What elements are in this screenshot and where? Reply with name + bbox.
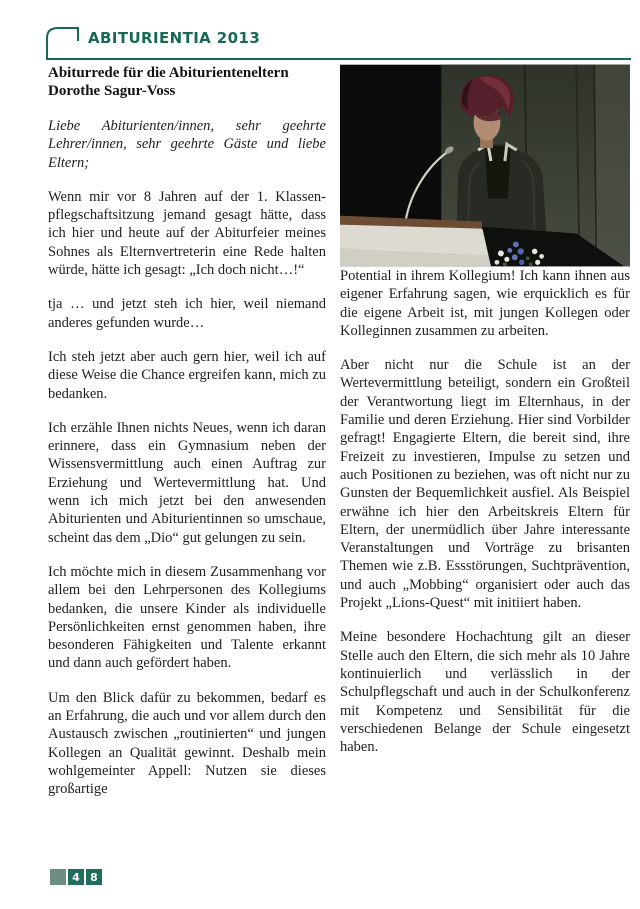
- body-paragraph: Ich möchte mich in diesem Zusammenhang vor allem bei den Lehrpersonen des Kollegiums bedanken, die unsere Kinder als individuelle Persönlichkeiten ernst genommen haben, ihre besonderen Fähigkeiten und Talente erkannt und dann auch gefördert haben.: [48, 563, 326, 672]
- greeting-paragraph: Liebe Abiturienten/innen, sehr geehrte Lehrer/innen, sehr geehrte Gäste und liebe Eltern;: [48, 118, 326, 171]
- header-tab-ornament: [46, 26, 86, 62]
- body-paragraph: Ich steh jetzt aber auch gern hier, weil ich auf diese Weise die Chance ergreifen kann, mich zu bedanken.: [48, 348, 326, 402]
- body-paragraph: Aber nicht nur die Schule ist an der Wertevermittlung beteiligt, sondern ein Großteil der Verantwortung liegt im Elternhaus, in der Familie und deren Erziehung. Hier sind Vorbilder gefragt! Engagierte Eltern, die bereit sind, ihre Freizeit zu investieren, Impulse zu setzen und auch Positionen zu beziehen, was oft nicht nur zu Gunsten der Bequemlichkeit ausfiel. Als Beispiel erwähne ich hier den Arbeitskreis Eltern für Eltern, der unermüdlich über Jahre interessante Veranstaltungen und Vorträge zu brisanten Themen wie z.B. Essstörungen, Suchtprävention, und auch „Mobbing“ organisiert oder auch das Projekt „Lions-Quest“ mit initiiert haben.: [340, 357, 630, 612]
- page-number-digit: 4: [68, 869, 84, 885]
- page-number-digit: 8: [86, 869, 102, 885]
- body-paragraph: tja … und jetzt steh ich hier, weil niemand anderes gefunden wurde…: [48, 296, 326, 331]
- body-paragraph: Um den Blick dafür zu bekommen, bedarf es an Erfahrung, die auch und vor allem durch den Austausch zwischen „routinierten“ und jungen Kollegen an Qualität gewinnt. Deshalb mein wohlgemeinter Appell: Nutzen sie dieses großartige: [48, 689, 326, 798]
- article-title-line2: Dorothe Sagur-Voss: [48, 83, 176, 99]
- page-footer: [50, 869, 102, 885]
- right-column: [340, 64, 630, 799]
- body-paragraph: Potential in ihrem Kollegium! Ich kann ihnen aus eigener Erfahrung sagen, wie erquicklich es für die eigene Arbeit ist, mit jungen Kollegen oder Kolleginnen zusammen zu arbeiten.: [340, 268, 630, 339]
- header-rule: [48, 58, 631, 60]
- left-column: [48, 64, 326, 799]
- article-columns: [48, 64, 630, 799]
- article-title-line1: Abiturrede für die Abiturienteneltern: [48, 65, 289, 81]
- speaker-photo: [340, 64, 630, 267]
- article-title: [48, 64, 326, 100]
- body-paragraph: Meine besondere Hochachtung gilt an dieser Stelle auch den Eltern, die sich mehr als 10 Jahre kontinuierlich und verlässlich in der Schulpflegschaft und auch in der Schulkonferenz mit Kompetenz und Sensibilität für die verschiedenen Belange der Schule eingesetzt haben.: [340, 629, 630, 756]
- body-paragraph: Ich erzähle Ihnen nichts Neues, wenn ich daran erinnere, dass ein Gymnasium neben der Wissensvermittlung auch einen Auftrag zur Erziehung und Wertevermittlung hat. Und wenn ich mich jetzt bei den anwesenden Abiturienten und Abiturientinnen so umschaue, scheint das dem „Dio“ gut gelungen zu sein.: [48, 419, 326, 546]
- page-header-title: ABITURIENTIA 2013: [88, 29, 261, 47]
- body-paragraph: Wenn mir vor 8 Jahren auf der 1. Klassenpflegschaftsitzung jemand gesagt hätte, dass ich hier und heute auf der Abiturfeier meines Sohnes als Elternvertreterin eine Rede halten würde, hätte ich gesagt: „Ich doch nicht…!“: [48, 188, 326, 279]
- footer-marker-box: [50, 869, 66, 885]
